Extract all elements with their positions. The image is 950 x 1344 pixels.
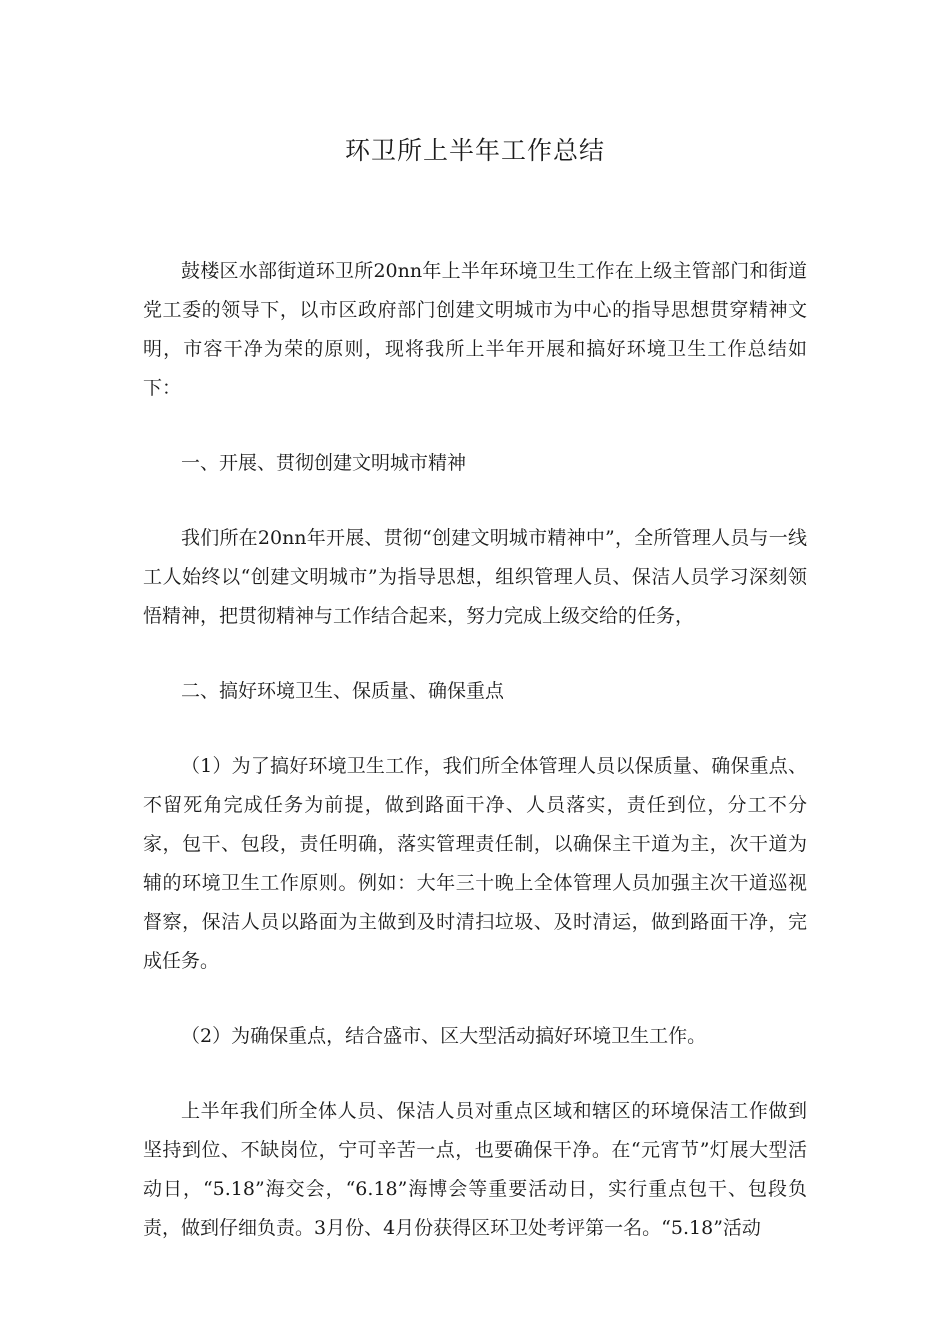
paragraph-item-2-detail: 上半年我们所全体人员、保洁人员对重点区域和辖区的环境保洁工作做到坚持到位、不缺岗位，宁可辛苦一点，也要确保干净。在“元宵节”灯展大型活动日，“5.18”海交会，“6.18”海博会等重要活动日，实行重点包干、包段负责，做到仔细负责。3月份、4月份获得区环卫处考评第一名。“5.18”活动 [143,1100,807,1239]
paragraph-item-2: （2）为确保重点，结合盛市、区大型活动搞好环境卫生工作。 [181,1025,707,1047]
document-body [143,252,807,1284]
paragraph-item-1: （1）为了搞好环境卫生工作，我们所全体管理人员以保质量、确保重点、不留死角完成任务为前提，做到路面干净、人员落实，责任到位，分工不分家，包干、包段，责任明确，落实管理责任制，以确保主干道为主，次干道为辅的环境卫生工作原则。例如：大年三十晚上全体管理人员加强主次干道巡视督察，保洁人员以路面为主做到及时清扫垃圾、及时清运，做到路面干净，完成任务。 [143,755,807,972]
section-heading-1: 一、开展、贯彻创建文明城市精神 [181,452,467,474]
document-title: 环卫所上半年工作总结 [344,136,605,165]
paragraph-section-1: 我们所在20nn年开展、贯彻“创建文明城市精神中”，全所管理人员与一线工人始终以“创建文明城市”为指导思想，组织管理人员、保洁人员学习深刻领悟精神，把贯彻精神与工作结合起来，努力完成上级交给的任务， [143,527,807,627]
section-heading-2: 二、搞好环境卫生、保质量、确保重点 [181,680,505,702]
paragraph-intro: 鼓楼区水部街道环卫所20nn年上半年环境卫生工作在上级主管部门和街道党工委的领导下，以市区政府部门创建文明城市为中心的指导思想贯穿精神文明，市容干净为荣的原则，现将我所上半年开展和搞好环境卫生工作总结如下： [143,260,807,399]
